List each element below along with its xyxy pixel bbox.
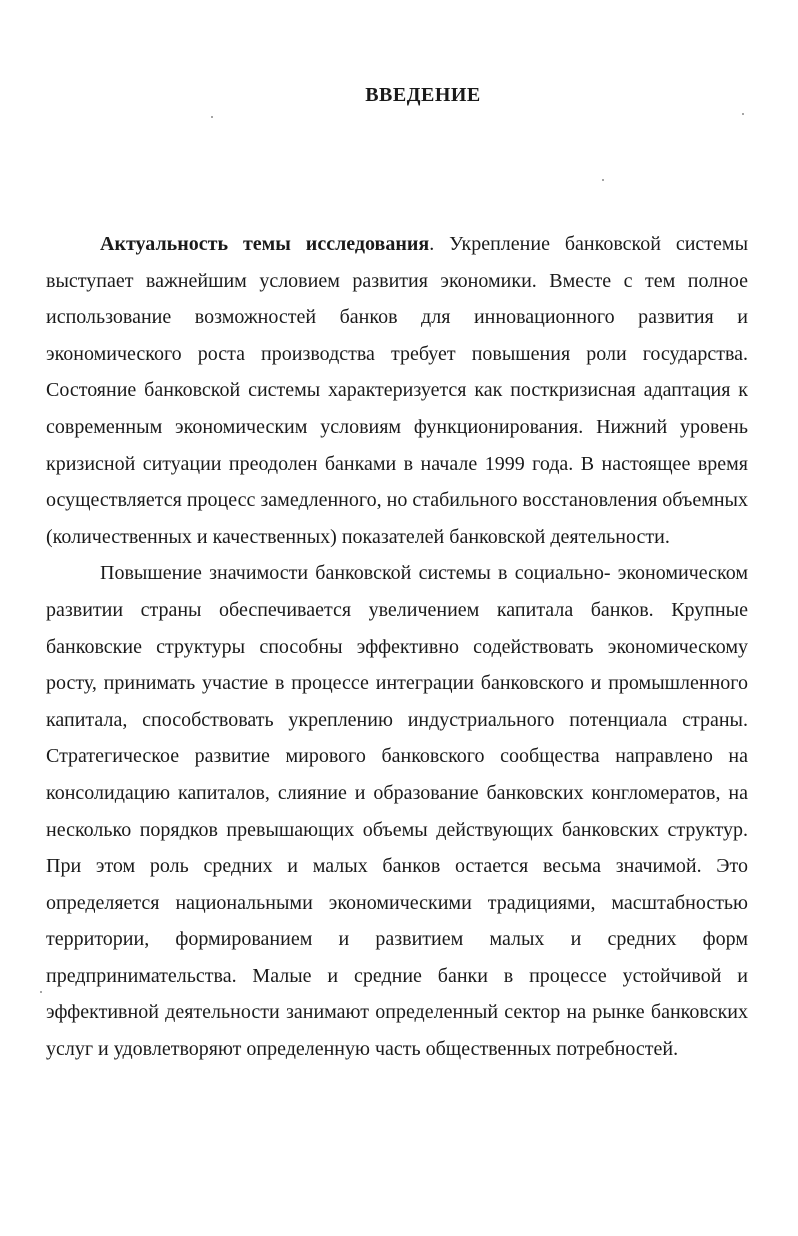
paragraph-text: . Укрепление банковской системы выступает важнейшим условием развития экономики. Вместе с тем полное использование возможностей банков для инновационного развития и экономического роста производства требует повышения роли государства. Состояние банковской системы характеризуется как посткризисная адаптация к современным экономическим условиям функционирования. Нижний уровень кризисной ситуации преодолен банками в начале 1999 года. В настоящее время осуществляется процесс замедленного, но стабильного восстановления объемных (количественных и качественных) показателей банковской деятельности. [46,233,749,548]
scan-speck [40,991,42,993]
paragraph-text: Повышение значимости банковской системы в социально- экономическом развитии страны обеспечивается увеличением капитала банков. Крупные банковские структуры способны эффективно содействовать экономическому росту, принимать участие в процессе интеграции банковского и промышленного капитала, способствовать укреплению индустриального потенциала страны. Стратегическое развитие мирового банковского сообщества направлено на консолидацию капиталов, слияние и образование банковских конгломератов, на несколько порядков превышающих объемы действующих банковских структур. При этом роль средних и малых банков остается весьма значимой. Это определяется национальными экономическими традициями, масштабностью территории, формированием и развитием малых и средних форм предпринимательства. Малые и средние банки в процессе устойчивой и эффективной деятельности занимают определенный сектор на рынке банковских услуг и удовлетворяют определенную часть общественных потребностей. [46,562,748,1061]
scan-speck [602,179,604,181]
scan-speck [742,113,744,115]
paragraph-1 [46,226,748,555]
page-title: ВВЕДЕНИЕ [365,84,481,106]
scan-speck [211,116,213,118]
body-text [46,226,748,1068]
paragraph-lead: Актуальность темы исследования [100,233,430,255]
paragraph-2 [46,555,748,1067]
